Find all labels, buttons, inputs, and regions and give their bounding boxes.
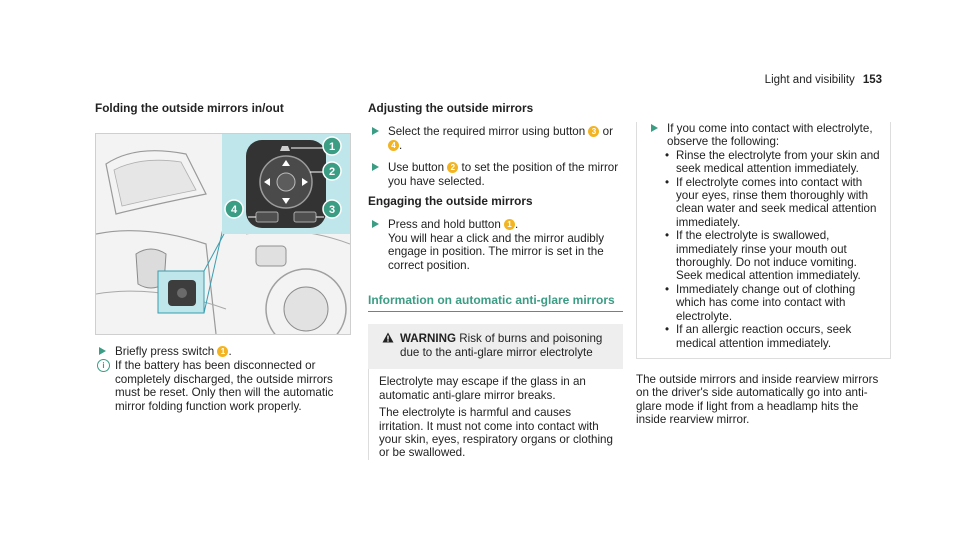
badge-3: 3 xyxy=(588,126,599,137)
badge-2: 2 xyxy=(447,162,458,173)
page-header xyxy=(765,74,882,87)
section-title: Light and visibility xyxy=(764,74,855,86)
callout-label-4: 4 xyxy=(230,204,238,216)
step-select-mirror: Select the required mirror using button 3 or 4 . xyxy=(368,125,623,152)
callout-label-1: 1 xyxy=(328,141,336,153)
step-arrow-icon xyxy=(372,220,379,228)
warning-header xyxy=(378,332,613,359)
warning-box xyxy=(368,324,623,369)
info-heading-rule xyxy=(368,294,623,312)
electrolyte-bullet-list xyxy=(645,149,882,350)
closing-paragraph: The outside mirrors and inside rearview mirrors on the driver's side automatically go into anti-glare mode if light from a headlamp hits the inside rearview mirror. xyxy=(636,372,879,427)
step-press-hold: Press and hold button 1 . You will hear a click and the mirror audibly engage in position. The mirror is set in the correct position. xyxy=(368,218,623,272)
folding-instructions xyxy=(95,345,347,413)
bullet-item: • If an allergic reaction occurs, seek medical attention immediately. xyxy=(665,323,882,350)
bullet-item: • If the electrolyte is swallowed, immediately rinse your mouth out thoroughly. Do not induce vomiting. Seek medical attention immediately. xyxy=(665,229,882,283)
callout-badge-3 xyxy=(323,200,341,218)
warning-label: WARNING xyxy=(400,332,457,346)
step-press-switch: Briefly press switch 1 . xyxy=(95,345,347,358)
step-arrow-icon xyxy=(372,163,379,171)
bullet-item: • If electrolyte comes into contact with your eyes, rinse them thoroughly with clean water and seek medical attention immediately. xyxy=(665,176,882,230)
info-icon: i xyxy=(97,359,110,372)
callout-badge-4 xyxy=(225,200,243,218)
step-arrow-icon xyxy=(99,347,106,355)
page-number: 153 xyxy=(862,74,882,86)
bullet-item: • Immediately change out of clothing which has come into contact with electrolyte. xyxy=(665,283,882,323)
warning-paragraph-2: The electrolyte is harmful and causes irritation. It must not come into contact with your skin, eyes, respiratory organs or clothing or be swallowed. xyxy=(379,406,613,460)
warning-title: Risk of burns and poisoning due to the anti-glare mirror electrolyte xyxy=(400,332,603,359)
step-electrolyte-contact: If you come into contact with electrolyte, observe the following: xyxy=(645,122,882,149)
column-folding-mirrors xyxy=(95,102,335,115)
electrolyte-box xyxy=(636,122,891,359)
bullet-item: • Rinse the electrolyte from your skin and seek medical attention immediately. xyxy=(665,149,882,176)
step-arrow-icon xyxy=(372,127,379,135)
heading-engaging-mirrors: Engaging the outside mirrors xyxy=(368,194,533,209)
step-arrow-icon xyxy=(651,124,658,132)
badge-1: 1 xyxy=(217,346,228,357)
heading-anti-glare-info: Information on automatic anti-glare mirrors xyxy=(368,293,615,308)
callout-label-3: 3 xyxy=(328,204,336,216)
warning-paragraph-1: Electrolyte may escape if the glass in an automatic anti-glare mirror breaks. xyxy=(379,375,586,402)
warning-body xyxy=(368,369,623,459)
step-set-position: Use button 2 to set the position of the mirror you have selected. xyxy=(368,161,623,188)
warning-triangle-icon xyxy=(382,332,394,343)
callout-badge-1 xyxy=(323,137,341,155)
battery-note xyxy=(95,359,347,413)
callout-label-2: 2 xyxy=(328,166,336,178)
badge-1: 1 xyxy=(504,219,515,230)
column-adjusting-mirrors xyxy=(368,102,623,460)
column-electrolyte-contact xyxy=(636,122,891,427)
heading-folding-mirrors: Folding the outside mirrors in/out xyxy=(95,101,284,115)
badge-4: 4 xyxy=(388,140,399,151)
battery-note-text: If the battery has been disconnected or completely discharged, the outside mirrors must be reset. Only then will the automatic mirror folding function work properly. xyxy=(115,359,334,413)
mirror-switch-illustration xyxy=(95,133,351,335)
callout-badge-2 xyxy=(323,162,341,180)
door-panel-drawing xyxy=(96,134,350,334)
heading-adjusting-mirrors: Adjusting the outside mirrors xyxy=(368,101,534,115)
